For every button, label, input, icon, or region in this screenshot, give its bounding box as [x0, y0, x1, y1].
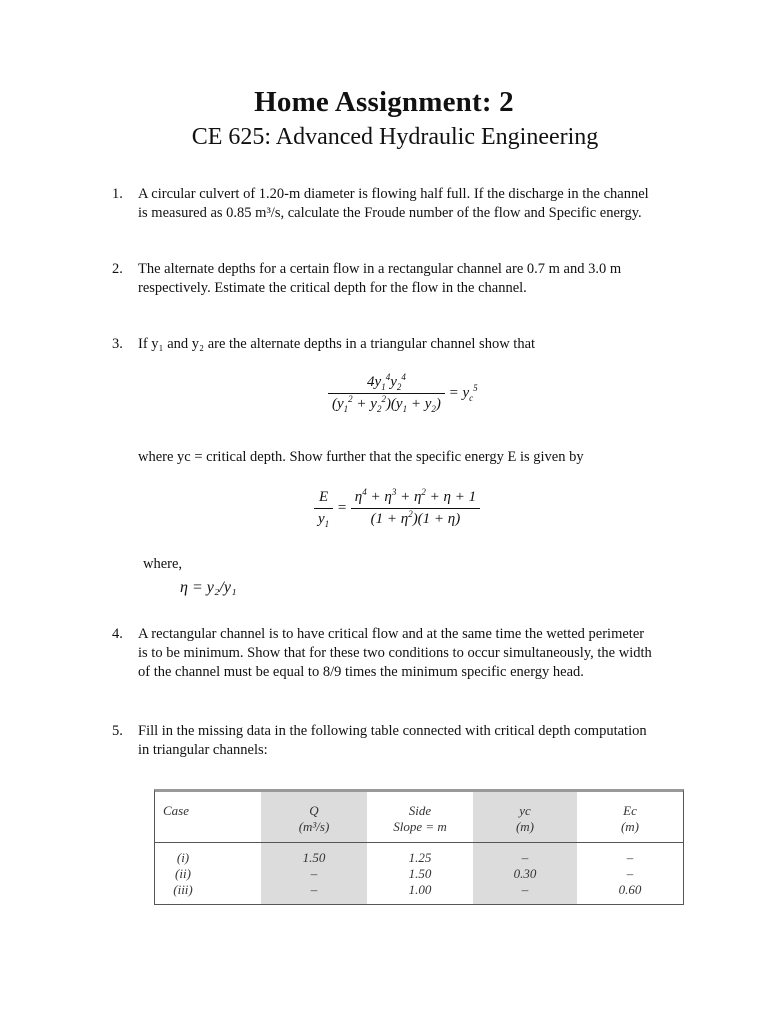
question-text: Fill in the missing data in the following table connected with critical depth computation in triangular channels:: [138, 723, 647, 758]
assignment-title: Home Assignment: 2: [254, 86, 514, 118]
header-ec: Ec (m): [620, 803, 640, 834]
table-row-1-ec: –: [626, 850, 634, 865]
question-text: If y₁ and y₂ are the alternate depths in a triangular channel show that: [138, 336, 536, 352]
table-row-3-ec: 0.60: [618, 882, 642, 897]
where-label: where,: [143, 556, 183, 572]
question-2: [112, 260, 652, 298]
header-side-slope: Side Slope = m: [393, 803, 447, 834]
table-row-1-case: (i): [176, 850, 190, 865]
header-yc: yc (m): [515, 803, 535, 834]
header-divider: [155, 842, 683, 843]
question-number: 3.: [112, 336, 123, 352]
table-row-3-slope: 1.00: [408, 882, 432, 897]
table-row-3-case: (iii): [173, 882, 193, 897]
table-row-3-q: –: [310, 882, 318, 897]
critical-depth-table: [154, 789, 684, 905]
table-row-2-ec: –: [626, 866, 634, 881]
question-4: [112, 625, 652, 682]
table-row-2-case: (ii): [175, 866, 191, 881]
question-text: A rectangular channel is to have critical flow and at the same time the wetted perimeter is to be minimum. Show that for these two conditions to occur simultaneously, the width of the channel must be equal to 8/9 times the minimum specific energy head.: [138, 626, 652, 680]
question-text: The alternate depths for a certain flow in a rectangular channel are 0.7 m and 3.0 m respectively. Estimate the critical depth for the flow in the channel.: [138, 261, 622, 296]
table-row-1-q: 1.50: [302, 850, 326, 865]
equation-specific-energy: $\frac{E}{y_1}$ = $\frac{\eta^4 + \eta^3 + \eta^2 + \eta + 1}{(1 + \eta^2)(1 + \eta)}$: [314, 489, 480, 528]
question-3: [112, 335, 652, 354]
question-text: A circular culvert of 1.20-m diameter is flowing half full. If the discharge in the channel is measured as 0.85 m³/s, calculate the Froude number of the flow and Specific energy.: [138, 186, 649, 221]
where-yc-text: where yc = critical depth. Show further that the specific energy E is given by: [138, 449, 584, 465]
question-1: [112, 185, 652, 223]
header-case: Case: [163, 803, 189, 818]
eta-definition: η = y₂/y₁: [180, 579, 237, 596]
table-row-1-yc: –: [521, 850, 529, 865]
table-row-2-yc: 0.30: [513, 866, 537, 881]
question-number: 4.: [112, 626, 123, 642]
question-number: 1.: [112, 186, 123, 202]
table-row-2-slope: 1.50: [408, 866, 432, 881]
header-q: Q (m³/s): [298, 803, 330, 834]
question-5: [112, 722, 652, 760]
table-row-2-q: –: [310, 866, 318, 881]
table-row-1-slope: 1.25: [408, 850, 432, 865]
question-number: 5.: [112, 723, 123, 739]
table-row-3-yc: –: [521, 882, 529, 897]
equation-alternate-depths: $\frac{4y_1^4y_2^4}{(y_1^2 + y_2^2)(y_1 + y_2)}$ = $y_c^5$: [328, 374, 478, 413]
question-number: 2.: [112, 261, 123, 277]
course-title: CE 625: Advanced Hydraulic Engineering: [191, 124, 599, 150]
